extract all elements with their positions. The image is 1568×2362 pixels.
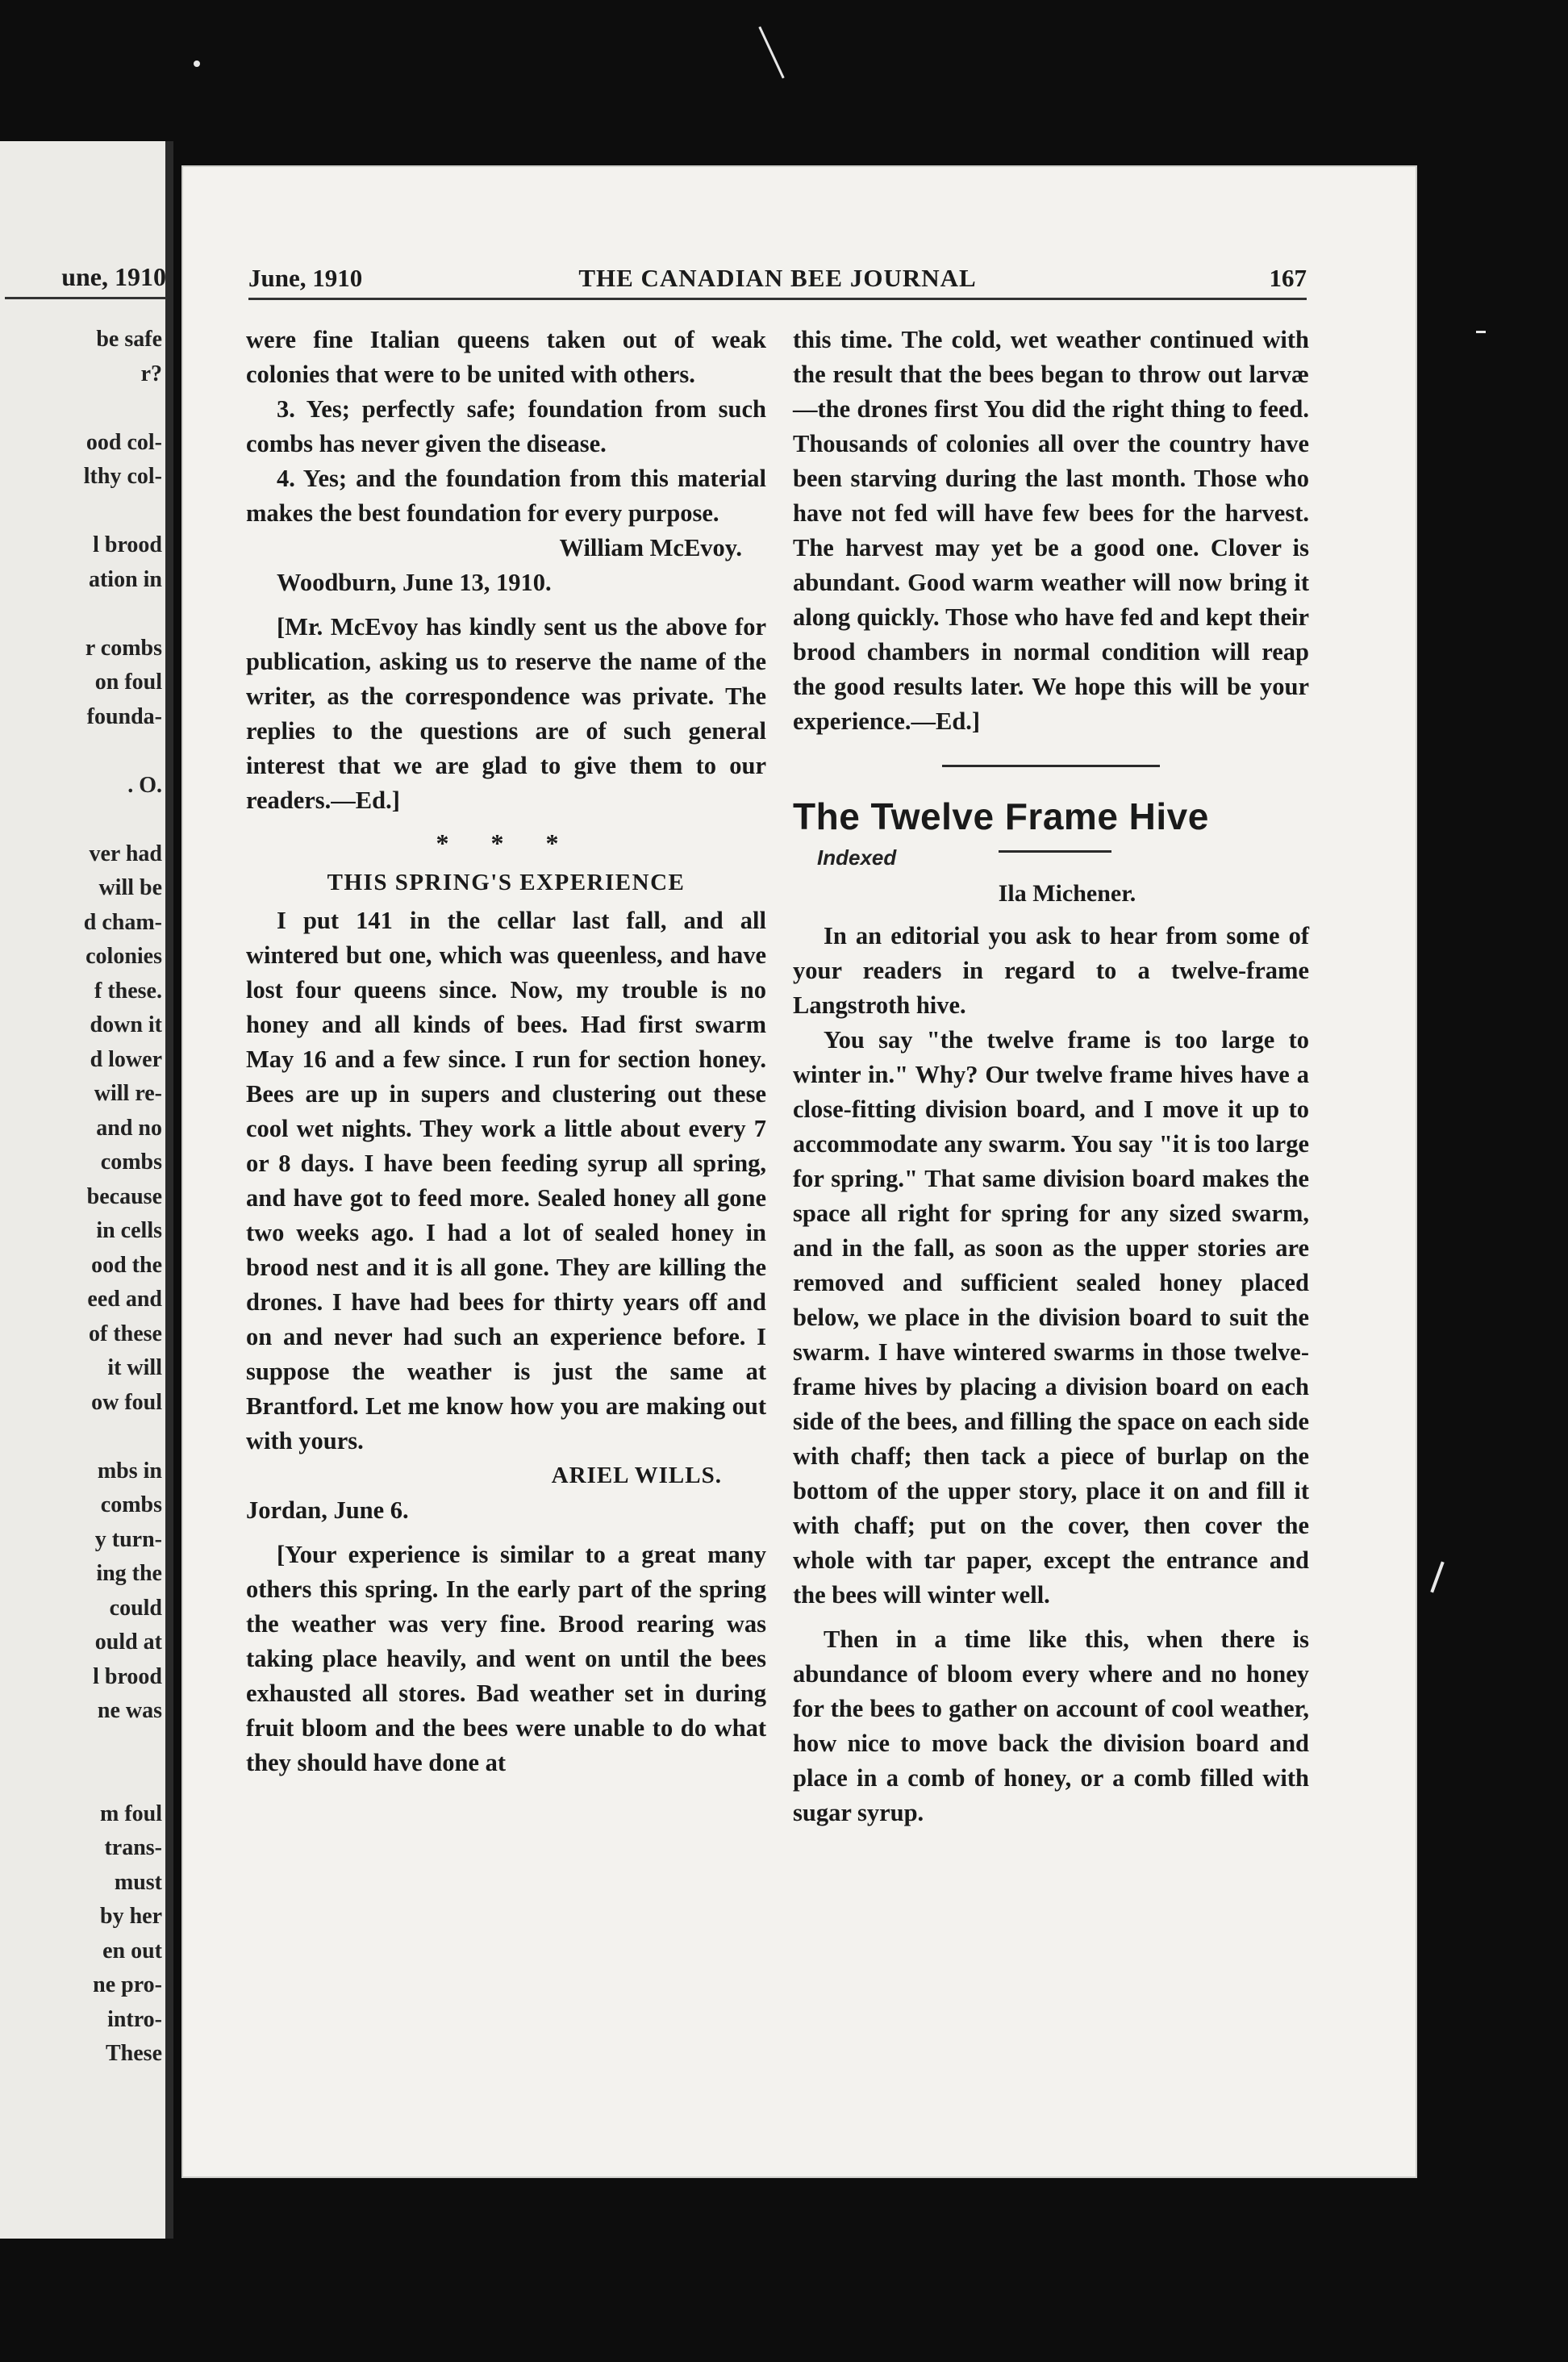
letter-body: I put 141 in the cellar last fall, and all wintered but one, which was queenless, and have lost four queens since. Now, my trouble is no honey and all kinds of bees. Had first swarm May 16 and a few since. I run for section honey. Bees are up in supers and clustering out these cool wet nights. They work a little about every 7 or 8 days. I have been feeding syrup all spring, and have got to feed more. Sealed honey all gone two weeks ago. I had a lot of sealed honey in brood nest and it is all gone. They are killing the drones. I have had bees for thirty years off and on and never had such an experience before. I suppose the weather is just the same at Brantford. Let me know how you are making out with yours. bbox=[246, 907, 766, 1454]
adjacent-text-line: trans- bbox=[104, 1835, 162, 1860]
adjacent-text-line: could bbox=[109, 1595, 162, 1621]
adjacent-text-line: en out bbox=[102, 1938, 162, 1963]
title-rule bbox=[999, 850, 1111, 853]
editor-note: [Your experience is similar to a great many others this spring. In the early part of the spring the weather was very fine. Brood rearing was taking place heavily, and went on until the bees exhausted all stores. Bad weather set in during fruit bloom and the bees were unable to do what they should have done at bbox=[246, 1541, 766, 1776]
journal-title: THE CANADIAN BEE JOURNAL bbox=[578, 264, 977, 292]
adjacent-text-line: ood the bbox=[91, 1252, 162, 1278]
adjacent-text-line: f these. bbox=[94, 978, 162, 1004]
paragraph: Then in a time like this, when there is abundance of bloom every where and no honey for the bees to gather on account of cool weather, how nice to move back the division board and place in a comb of honey, or a comb filled with sugar syrup. bbox=[793, 1625, 1309, 1826]
adjacent-text-line: will re- bbox=[94, 1081, 162, 1106]
adjacent-text-line: These bbox=[106, 2041, 162, 2066]
paragraph: You say "the twelve frame is too large to winter in." Why? Our twelve frame hives have a close-fitting division board, and I move it up to accommodate any swarm. You say "it is too large for spring." That same division board makes the space all right for spring for any sized swarm, and in the fall, as soon as the upper stories are removed and sufficient sealed honey placed below, we place in the division board to suit the swarm. I have wintered swarms in those twelve-frame hives by placing a division board on each side of the bees, and filling the space on each side with chaff; then tack a piece of burlap on the bottom of the upper story, place it on and fill it with chaff; put on the cover, then cover the whole with tar paper, except the entrance and the bees will winter well. bbox=[793, 1026, 1309, 1609]
running-header bbox=[248, 261, 1307, 300]
dateline: Woodburn, June 13, 1910. bbox=[277, 569, 552, 596]
paragraph: 3. Yes; perfectly safe; foundation from such combs has never given the disease. bbox=[246, 395, 766, 457]
adjacent-page-text bbox=[1, 323, 162, 2072]
film-scratch bbox=[194, 61, 200, 67]
adjacent-text-line: on foul bbox=[94, 670, 162, 695]
separator-rule bbox=[942, 765, 1160, 767]
adjacent-text-line bbox=[1, 495, 162, 529]
adjacent-text-line: m foul bbox=[100, 1801, 162, 1826]
adjacent-page-fragment bbox=[0, 141, 173, 2239]
adjacent-text-line: r? bbox=[140, 361, 162, 386]
section-heading: THIS SPRING'S EXPERIENCE bbox=[327, 870, 686, 895]
adjacent-text-line bbox=[1, 803, 162, 837]
adjacent-text-line: of these bbox=[89, 1321, 162, 1346]
adjacent-text-line: combs bbox=[100, 1150, 162, 1175]
adjacent-text-line: ver had bbox=[89, 841, 162, 866]
adjacent-text-line: eed and bbox=[87, 1287, 162, 1312]
adjacent-text-line: it will bbox=[107, 1355, 162, 1380]
adjacent-text-line bbox=[1, 734, 162, 769]
adjacent-text-line: l brood bbox=[93, 1663, 162, 1689]
film-scratch bbox=[1430, 1562, 1444, 1593]
article-title: The Twelve Frame Hive bbox=[793, 795, 1209, 837]
adjacent-text-line: in cells bbox=[96, 1218, 162, 1243]
adjacent-page-header: une, 1910 bbox=[5, 262, 166, 299]
adjacent-text-line: intro- bbox=[107, 2006, 162, 2032]
adjacent-text-line: ation in bbox=[88, 566, 162, 592]
adjacent-text-line: ood col- bbox=[85, 429, 162, 455]
adjacent-text-line: must bbox=[114, 1869, 162, 1895]
adjacent-text-line: combs bbox=[100, 1492, 162, 1517]
issue-date: June, 1910 bbox=[248, 264, 363, 292]
adjacent-text-line: colonies bbox=[85, 944, 162, 969]
adjacent-text-line: ould at bbox=[94, 1630, 162, 1655]
adjacent-text-line: mbs in bbox=[97, 1458, 162, 1484]
paragraph: were fine Italian queens taken out of weak colonies that were to be united with others. bbox=[246, 326, 766, 388]
signature: William McEvoy. bbox=[559, 534, 742, 561]
right-column bbox=[793, 323, 1309, 1830]
adjacent-text-line bbox=[1, 1729, 162, 1763]
editor-note-continued: this time. The cold, wet weather continued with the result that the bees began to throw out larvæ—the drones first You did the right thing to feed. Thousands of colonies all over the country have been starving during the last month. Those who have not fed will have few bees for the harvest. The harvest may yet be a good one. Clover is abundant. Good warm weather will now bring it along quickly. Those who have fed and kept their brood chambers in normal condition will reap the good results later. We hope this will be your experience.—Ed.] bbox=[793, 326, 1309, 735]
adjacent-text-line: will be bbox=[98, 875, 162, 900]
adjacent-text-line: r combs bbox=[85, 635, 162, 661]
adjacent-text-line: d lower bbox=[90, 1046, 162, 1072]
left-column bbox=[246, 323, 766, 1780]
adjacent-text-line: because bbox=[86, 1183, 162, 1209]
adjacent-text-line: l brood bbox=[93, 532, 162, 557]
adjacent-text-line: be safe bbox=[96, 327, 162, 352]
adjacent-text-line: down it bbox=[90, 1012, 162, 1037]
adjacent-text-line bbox=[1, 1763, 162, 1797]
adjacent-text-line bbox=[1, 391, 162, 426]
adjacent-text-line: d cham- bbox=[83, 909, 162, 935]
adjacent-text-line: by her bbox=[100, 1904, 162, 1929]
adjacent-text-line: founda- bbox=[86, 703, 162, 729]
adjacent-text-line: ne was bbox=[97, 1698, 162, 1723]
adjacent-text-line: and no bbox=[96, 1115, 162, 1141]
dateline: Jordan, June 6. bbox=[246, 1496, 409, 1524]
indexed-row bbox=[793, 841, 1309, 876]
page-number: 167 bbox=[1269, 264, 1307, 292]
author-byline: Ila Michener. bbox=[998, 880, 1136, 907]
adjacent-text-line: lthy col- bbox=[83, 464, 162, 489]
paragraph: In an editorial you ask to hear from some of your readers in regard to a twelve-frame Langstroth hive. bbox=[793, 922, 1309, 1019]
film-scratch bbox=[758, 27, 784, 79]
adjacent-text-line: . O. bbox=[127, 772, 162, 798]
adjacent-text-line: ow foul bbox=[91, 1389, 162, 1415]
section-divider-stars: * * * bbox=[436, 828, 577, 858]
editor-note: [Mr. McEvoy has kindly sent us the above for publication, asking us to reserve the name of the writer, as the correspondence was private. The replies to the questions are of such general interest that we are glad to give them to our readers.—Ed.] bbox=[246, 613, 766, 814]
indexed-stamp: Indexed bbox=[817, 845, 897, 870]
adjacent-text-line bbox=[1, 1420, 162, 1454]
adjacent-text-line bbox=[1, 597, 162, 632]
signature: ARIEL WILLS. bbox=[551, 1463, 722, 1488]
paragraph: 4. Yes; and the foundation from this material makes the best foundation for every purpose. bbox=[246, 465, 766, 527]
film-scratch bbox=[1476, 331, 1486, 333]
journal-page bbox=[181, 165, 1417, 2178]
adjacent-text-line: y turn- bbox=[94, 1526, 162, 1552]
adjacent-text-line: ne pro- bbox=[93, 1972, 162, 1997]
adjacent-text-line: ing the bbox=[96, 1561, 162, 1586]
